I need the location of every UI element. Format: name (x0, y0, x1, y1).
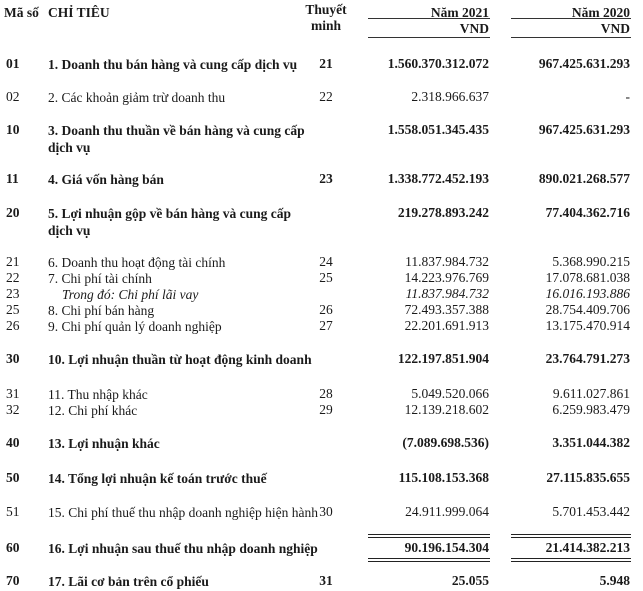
row-value-2021: 11.837.984.732 (405, 286, 489, 301)
row-code: 31 (6, 386, 20, 401)
header-unit-2021: VND (459, 21, 489, 36)
row-value-2020: 77.404.362.716 (545, 205, 630, 220)
row-value-2020: 28.754.409.706 (545, 302, 630, 317)
row-value-2020: 967.425.631.293 (538, 122, 630, 137)
row-value-2020: 890.021.268.577 (538, 171, 630, 186)
row-item: Trong đó: Chi phí lãi vay (62, 287, 199, 302)
row-item: 1. Doanh thu bán hàng và cung cấp dịch vụ (48, 57, 298, 72)
row-value-2020: 967.425.631.293 (538, 56, 630, 71)
header-unit-2020: VND (600, 21, 630, 36)
row-value-2020: 23.764.791.273 (545, 351, 630, 366)
row-item: 11. Thu nhập khác (48, 387, 148, 402)
row-note: 26 (319, 302, 333, 317)
row-value-2020: 5.368.990.215 (552, 254, 630, 269)
row-code: 20 (6, 205, 20, 220)
header-code: Mã số (4, 5, 39, 20)
row-code: 11 (6, 171, 19, 186)
row-code: 26 (6, 318, 20, 333)
row-code: 25 (6, 302, 20, 317)
header-year-2021: Năm 2021 (430, 5, 489, 20)
row-code: 60 (6, 540, 20, 555)
row-item: 2. Các khoản giảm trừ doanh thu (48, 90, 226, 105)
row-code: 30 (6, 351, 20, 366)
row-value-2020: 5.948 (599, 573, 630, 588)
header-underline-2021 (368, 37, 490, 38)
row-item: 3. Doanh thu thuần về bán hàng và cung cấp dịch vụ (48, 123, 305, 155)
row-code: 51 (6, 504, 20, 519)
row-value-2021: 5.049.520.066 (411, 386, 489, 401)
row-value-2021: 1.338.772.452.193 (387, 171, 489, 186)
row-value-2021: 115.108.153.368 (398, 470, 489, 485)
rule-above-2020 (511, 534, 631, 538)
row-item: 7. Chi phí tài chính (48, 271, 152, 286)
row-value-2020: 21.414.382.213 (545, 540, 630, 555)
row-code: 10 (6, 122, 20, 137)
row-item: 8. Chi phí bán hàng (48, 303, 155, 318)
row-note: 31 (319, 573, 333, 588)
row-code: 32 (6, 402, 20, 417)
row-value-2021: 72.493.357.388 (404, 302, 489, 317)
header-year-2020: Năm 2020 (571, 5, 630, 20)
row-value-2021: 14.223.976.769 (404, 270, 489, 285)
row-note: 28 (319, 386, 333, 401)
row-item: 14. Tổng lợi nhuận kế toán trước thuế (48, 471, 267, 486)
row-note: 30 (319, 504, 333, 519)
row-value-2021: 12.139.218.602 (404, 402, 489, 417)
row-note: 27 (319, 318, 333, 333)
double-underline-2021 (368, 558, 490, 562)
table-header (0, 0, 643, 40)
row-item: 6. Doanh thu hoạt động tài chính (48, 255, 226, 270)
row-code: 40 (6, 435, 20, 450)
row-note: 23 (319, 171, 333, 186)
header-underline-2020 (511, 37, 631, 38)
row-item: 16. Lợi nhuận sau thuế thu nhập doanh nghiệp (48, 541, 318, 556)
row-item: 10. Lợi nhuận thuần từ hoạt động kinh doanh (48, 352, 312, 367)
row-item: 17. Lãi cơ bản trên cổ phiếu (48, 574, 209, 589)
row-item: 4. Giá vốn hàng bán (48, 172, 164, 187)
row-value-2020: 17.078.681.038 (545, 270, 630, 285)
row-item: 15. Chi phí thuế thu nhập doanh nghiệp hiện hành (48, 505, 318, 520)
row-value-2021: 11.837.984.732 (405, 254, 489, 269)
rule-above-2021 (368, 534, 490, 538)
row-value-2021: 219.278.893.242 (397, 205, 489, 220)
row-value-2021: 1.558.051.345.435 (387, 122, 489, 137)
row-value-2021: 25.055 (451, 573, 489, 588)
header-item: CHỈ TIÊU (48, 5, 110, 20)
row-code: 01 (6, 56, 20, 71)
row-code: 70 (6, 573, 20, 588)
row-value-2020: 3.351.044.382 (552, 435, 630, 450)
row-note: 25 (319, 270, 333, 285)
row-code: 22 (6, 270, 20, 285)
row-value-2020: 9.611.027.861 (552, 386, 630, 401)
row-value-2021: 90.196.154.304 (404, 540, 489, 555)
row-value-2021: (7.089.698.536) (402, 435, 489, 450)
row-value-2021: 1.560.370.312.072 (387, 56, 489, 71)
row-value-2020: - (625, 89, 630, 104)
header-note: Thuyết minh (305, 2, 347, 33)
double-underline-2020 (511, 558, 631, 562)
row-item: 9. Chi phí quản lý doanh nghiệp (48, 319, 222, 334)
row-value-2021: 24.911.999.064 (405, 504, 489, 519)
row-code: 50 (6, 470, 20, 485)
row-note: 21 (319, 56, 333, 71)
row-value-2020: 13.175.470.914 (545, 318, 630, 333)
row-item: 12. Chi phí khác (48, 403, 138, 418)
row-item: 13. Lợi nhuận khác (48, 436, 160, 451)
row-item: 5. Lợi nhuận gộp về bán hàng và cung cấp dịch vụ (48, 206, 292, 238)
row-code: 21 (6, 254, 20, 269)
row-note: 22 (319, 89, 333, 104)
row-value-2020: 27.115.835.655 (546, 470, 630, 485)
row-note: 29 (319, 402, 333, 417)
row-code: 23 (6, 286, 20, 301)
row-value-2021: 122.197.851.904 (397, 351, 489, 366)
row-code: 02 (6, 89, 20, 104)
row-value-2020: 6.259.983.479 (552, 402, 630, 417)
row-value-2021: 22.201.691.913 (404, 318, 489, 333)
row-value-2020: 16.016.193.886 (545, 286, 630, 301)
row-value-2021: 2.318.966.637 (411, 89, 489, 104)
row-value-2020: 5.701.453.442 (552, 504, 630, 519)
row-note: 24 (319, 254, 333, 269)
